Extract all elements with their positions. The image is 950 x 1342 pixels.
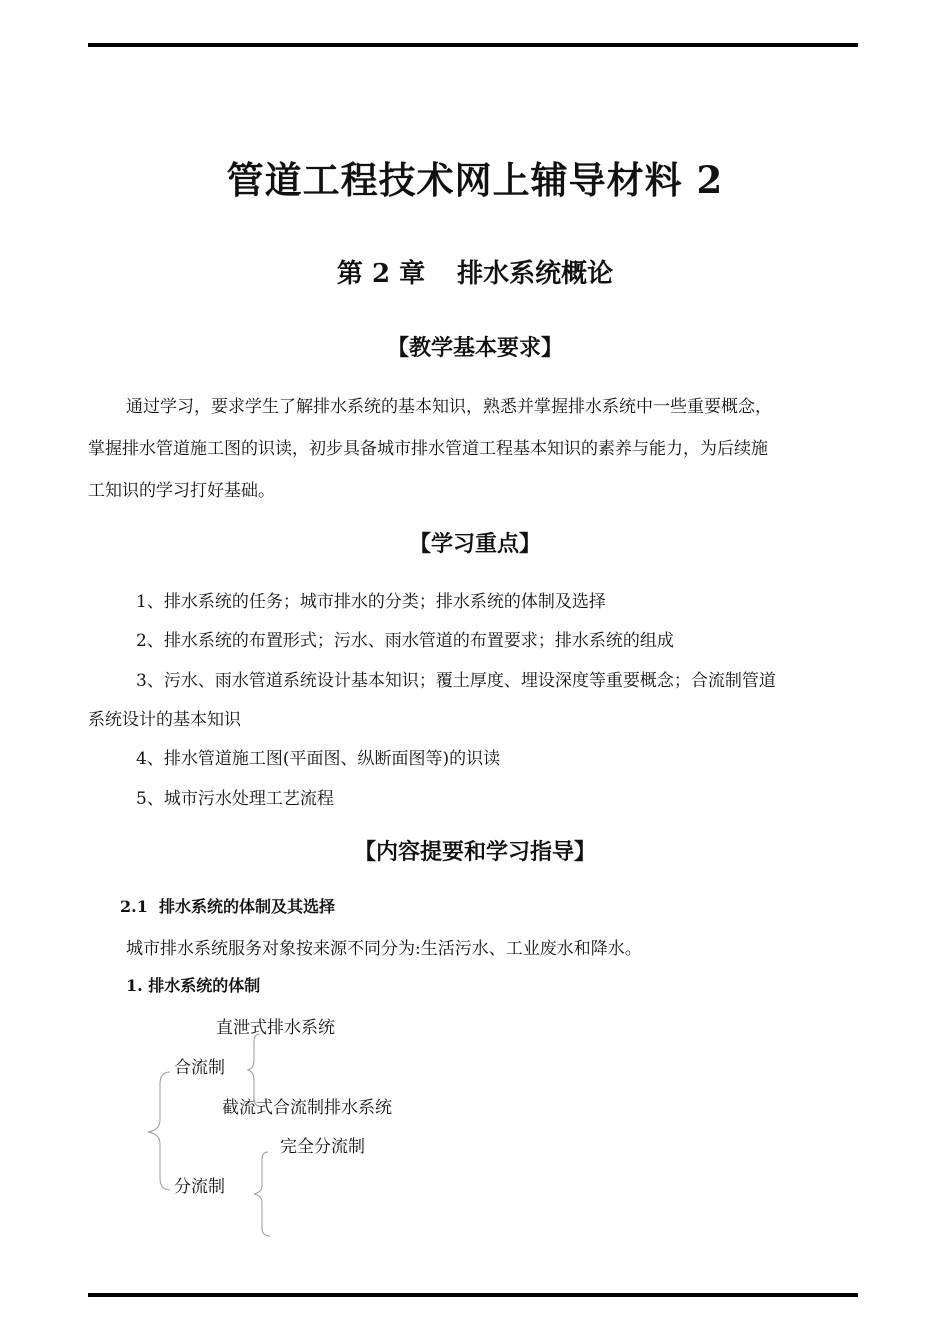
tree-combined-intercept: 截流式合流制排水系统 — [222, 1098, 392, 1118]
outer-brace-icon — [140, 1060, 180, 1195]
chapter-number: 第 2 章 — [336, 259, 426, 289]
content-guide-heading: 【内容提要和学习指导】 — [353, 839, 596, 865]
combined-brace-icon — [244, 1030, 268, 1108]
tree-combined: 合流制 — [174, 1058, 225, 1078]
subsection-number: 1. — [126, 976, 143, 995]
key-point-item: 1、排水系统的任务；城市排水的分类；排水系统的体制及选择 — [136, 592, 606, 612]
chapter-name: 排水系统概论 — [457, 259, 614, 289]
document-title: 管道工程技术网上辅导材料 2 — [226, 158, 724, 202]
tree-separate-complete: 完全分流制 — [280, 1137, 365, 1157]
subsection-heading — [126, 973, 260, 996]
section-2-1-heading — [120, 894, 335, 917]
paragraph-line: 工知识的学习打好基础。 — [88, 481, 275, 501]
key-points-heading: 【学习重点】 — [408, 531, 541, 557]
teaching-requirements-heading: 【教学基本要求】 — [386, 335, 563, 361]
section-title: 排水系统的体制及其选择 — [158, 897, 335, 916]
paragraph-line: 通过学习，要求学生了解排水系统的基本知识，熟悉并掌握排水系统中一些重要概念， — [126, 397, 772, 417]
chapter-heading — [0, 253, 950, 290]
intro-text: 城市排水系统服务对象按来源不同分为:生活污水、工业废水和降水。 — [126, 939, 642, 959]
key-point-item: 2、排水系统的布置形式；污水、雨水管道的布置要求；排水系统的组成 — [136, 631, 674, 651]
key-point-item: 系统设计的基本知识 — [88, 710, 241, 730]
key-point-item: 3、污水、雨水管道系统设计基本知识；覆土厚度、埋设深度等重要概念；合流制管道 — [136, 671, 776, 691]
key-point-item: 5、城市污水处理工艺流程 — [136, 789, 334, 809]
paragraph-line: 掌握排水管道施工图的识读，初步具备城市排水管道工程基本知识的素养与能力，为后续施 — [88, 439, 768, 459]
tree-combined-direct: 直泄式排水系统 — [216, 1018, 335, 1038]
subsection-title: 排水系统的体制 — [148, 976, 261, 995]
tree-separate: 分流制 — [174, 1177, 225, 1197]
key-point-item: 4、排水管道施工图(平面图、纵断面图等)的识读 — [136, 749, 501, 769]
separate-brace-icon — [250, 1148, 274, 1240]
section-number: 2.1 — [120, 897, 148, 916]
footer-rule — [88, 1293, 858, 1297]
header-rule — [88, 43, 858, 47]
